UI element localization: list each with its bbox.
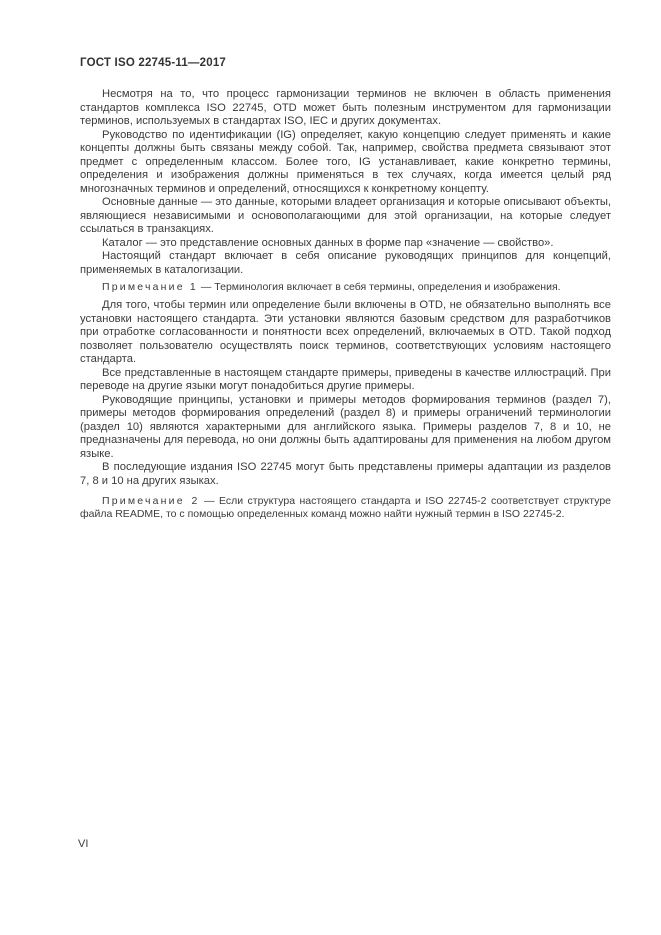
paragraph: Руководство по идентификации (IG) определяет, какую концепцию следует применять и какие концепты должны быть связаны между собой. Так, например, свойства предмета связывают этот предмет с определенным классом. Более того, IG устанавливает, какие конкретно термины, определения и изображения должны применяться в тех случаях, когда имеется целый ряд многозначных терминов и определений, относящихся к конкретному концепту. [80, 128, 611, 195]
paragraph: Основные данные — это данные, которыми владеет организация и которые описывают объекты, являющиеся независимыми и основополагающими для этой организации, на которые следует ссылаться в транзакциях. [80, 196, 611, 235]
paragraph: В последующие издания ISO 22745 могут быть представлены примеры адаптации из разделов 7, 8 и 10 на других языках. [80, 461, 611, 487]
paragraph: Для того, чтобы термин или определение были включены в OTD, не обязательно выполнять все установки настоящего стандарта. Эти установки являются базовым средством для разработчиков при отработке согласованности и понятности всех определений, включаемых в OTD. Такой подход позволяет пользователю осуществлять поиск терминов, соответствующих условиям настоящего стандарта. [80, 299, 611, 365]
note-label: Примечание 1 [102, 281, 198, 293]
note-label: Примечание 2 [102, 495, 200, 507]
document-body [80, 88, 611, 526]
note-2 [80, 495, 611, 521]
note-text: — Терминология включает в себя термины, определения и изображения. [200, 281, 561, 293]
note-1 [80, 281, 611, 294]
paragraph: Руководящие принципы, установки и примеры методов формирования терминов (раздел 7), примеры методов формирования определений (раздел 8) и примеры ограничений терминологии (раздел 10) являются характерными для английского языка. Примеры разделов 7, 8 и 10, не предназначены для перевода, но они должны быть адаптированы для применения на любом другом языке. [80, 393, 611, 460]
paragraph: Все представленные в настоящем стандарте примеры, приведены в качестве иллюстраций. При переводе на другие языки могут понадобиться другие примеры. [80, 366, 611, 392]
paragraph: Настоящий стандарт включает в себя описание руководящих принципов для концепций, применяемых в каталогизации. [80, 250, 611, 276]
document-header: ГОСТ ISO 22745-11—2017 [80, 57, 227, 69]
paragraph: Каталог — это представление основных данных в форме пар «значение — свойство». [102, 236, 554, 249]
note-text: — Если структура настоящего стандарта и ISO 22745-2 соответствует структуре файла README, то с помощью определенных команд можно найти нужный термин в ISO 22745-2. [80, 495, 612, 520]
page-number: VI [78, 838, 89, 850]
paragraph: Несмотря на то, что процесс гармонизации терминов не включен в область применения стандартов комплекса ISO 22745, OTD может быть полезным инструментом для гармонизации терминов, используемых в стандартах ISO, IEC и других документах. [80, 88, 611, 127]
